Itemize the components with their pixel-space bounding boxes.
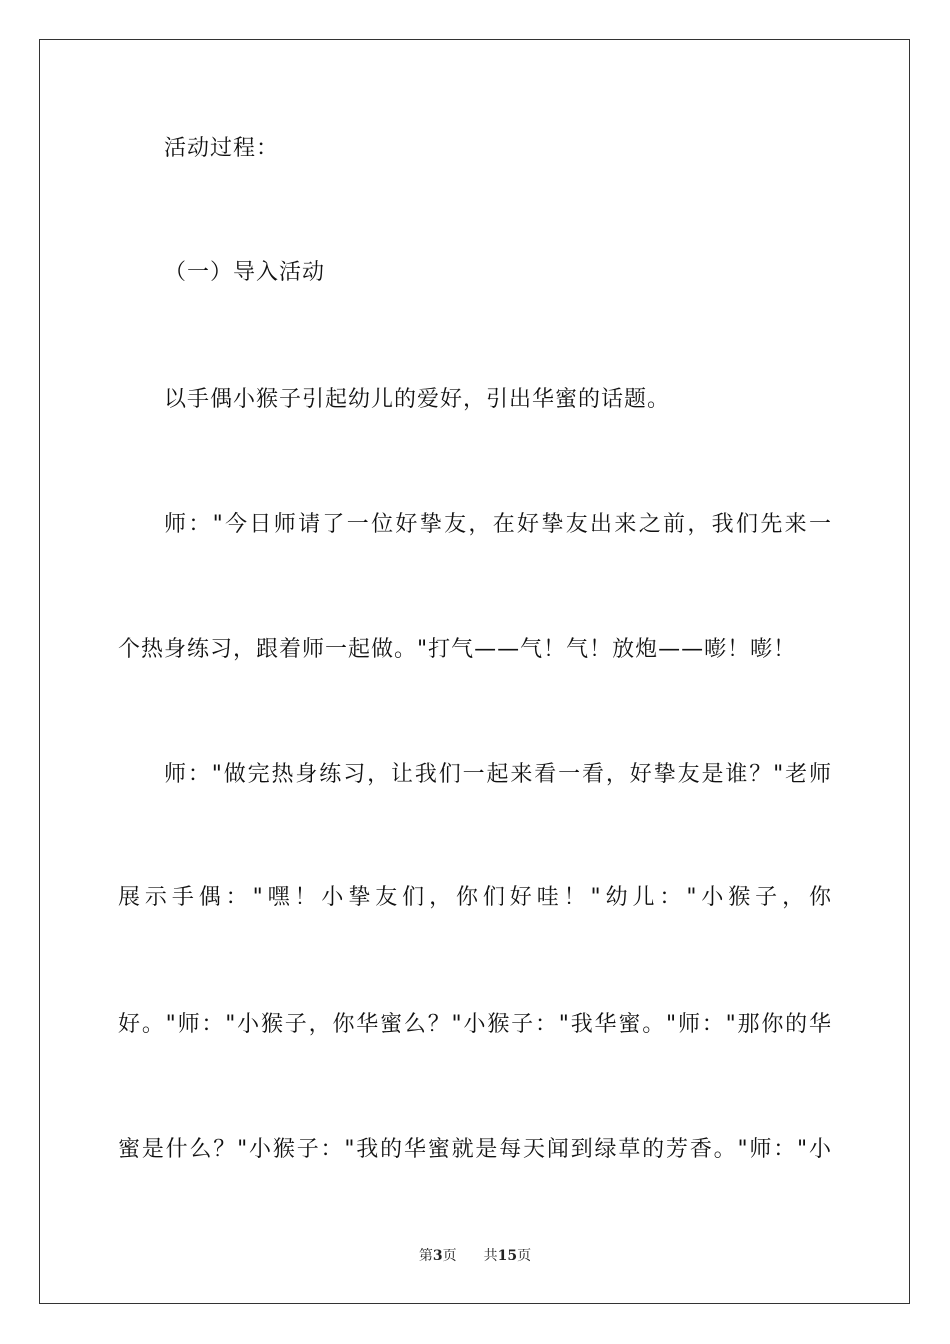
footer-page-prefix: 第 xyxy=(418,1248,433,1264)
subsection-heading: （一）导入活动 xyxy=(164,260,326,285)
paragraph-line: 以手偶小猴子引起幼儿的爱好，引出华蜜的话题。 xyxy=(164,387,671,412)
footer-total-prefix: 共 xyxy=(483,1248,498,1264)
page-frame xyxy=(39,39,910,1304)
paragraph-line: 蜜是什么？"小猴子："我的华蜜就是每天闻到绿草的芳香。"师："小 xyxy=(118,1137,832,1162)
footer-page-number: 3 xyxy=(432,1248,443,1264)
paragraph-line: 个热身练习，跟着师一起做。"打气——气！气！放炮——嘭！嘭！ xyxy=(118,637,797,662)
paragraph-line: 好。"师："小猴子，你华蜜么？"小猴子："我华蜜。"师："那你的华 xyxy=(118,1012,832,1037)
paragraph-line: 展示手偶："嘿！小挚友们，你们好哇！"幼儿："小猴子，你 xyxy=(118,885,832,910)
paragraph-line: 师："做完热身练习，让我们一起来看一看，好挚友是谁？"老师 xyxy=(164,762,832,787)
section-heading: 活动过程： xyxy=(164,136,280,161)
footer-page-suffix: 页 xyxy=(442,1248,457,1264)
footer-total-pages: 15 xyxy=(497,1248,518,1264)
page-footer xyxy=(0,1245,950,1265)
footer-total-suffix: 页 xyxy=(517,1248,532,1264)
paragraph-line: 师："今日师请了一位好挚友，在好挚友出来之前，我们先来一 xyxy=(164,512,832,537)
